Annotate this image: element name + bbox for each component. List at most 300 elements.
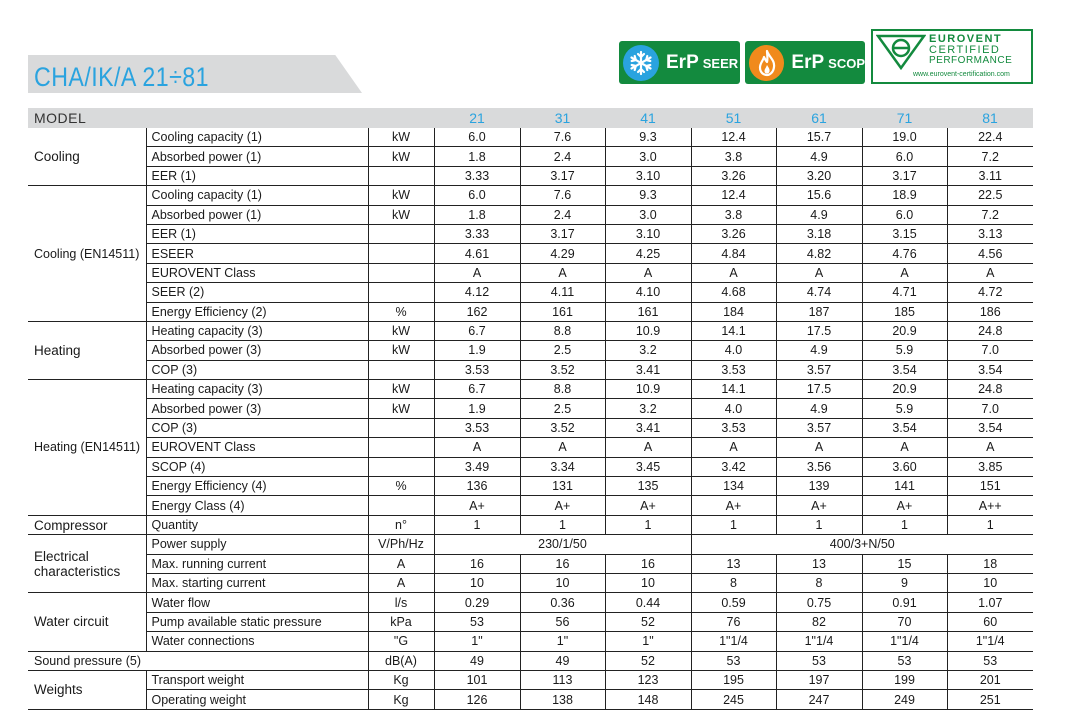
- value-cell: 10: [520, 573, 605, 592]
- eurovent-url: www.eurovent-certification.com: [913, 71, 1010, 78]
- value-cell: 3.2: [605, 399, 691, 418]
- table-row: [28, 651, 1033, 670]
- value-cell: 245: [691, 690, 776, 709]
- value-cell: A+: [434, 496, 520, 515]
- value-cell: 49: [434, 651, 520, 670]
- model-81-header: 81: [947, 108, 1033, 128]
- value-cell: 123: [605, 670, 691, 689]
- value-cell: 1: [605, 515, 691, 534]
- value-cell: 13: [691, 554, 776, 573]
- erp-seer-sub: SEER: [702, 55, 739, 71]
- value-cell: 15.6: [776, 186, 862, 205]
- parameter-label: Water flow: [146, 593, 368, 612]
- value-cell: 3.53: [691, 360, 776, 379]
- value-cell: 3.11: [947, 166, 1033, 185]
- value-cell: 82: [776, 612, 862, 631]
- value-cell: 113: [520, 670, 605, 689]
- value-cell: 2.4: [520, 205, 605, 224]
- value-cell: 10: [434, 573, 520, 592]
- value-cell: 4.71: [862, 283, 947, 302]
- value-cell: 3.52: [520, 418, 605, 437]
- table-row: [28, 670, 1033, 689]
- parameter-label: ESEER: [146, 244, 368, 263]
- unit-label: kW: [368, 399, 434, 418]
- value-cell: 400/3+N/50: [691, 535, 1033, 554]
- unit-label: %: [368, 302, 434, 321]
- value-cell: 135: [605, 477, 691, 496]
- value-cell: 3.17: [862, 166, 947, 185]
- value-cell: 3.54: [862, 418, 947, 437]
- value-cell: 161: [605, 302, 691, 321]
- eurovent-line1: EUROVENT: [929, 33, 1003, 45]
- value-cell: 3.53: [434, 418, 520, 437]
- value-cell: 4.9: [776, 341, 862, 360]
- value-cell: 10: [605, 573, 691, 592]
- value-cell: 0.59: [691, 593, 776, 612]
- table-row: [28, 612, 1033, 631]
- value-cell: 52: [605, 651, 691, 670]
- unit-label: V/Ph/Hz: [368, 535, 434, 554]
- value-cell: 2.5: [520, 399, 605, 418]
- value-cell: 15.7: [776, 128, 862, 147]
- parameter-label: Energy Class (4): [146, 496, 368, 515]
- value-cell: 17.5: [776, 321, 862, 340]
- value-cell: 4.25: [605, 244, 691, 263]
- value-cell: 6.7: [434, 380, 520, 399]
- value-cell: 8: [776, 573, 862, 592]
- value-cell: 7.0: [947, 341, 1033, 360]
- table-row: [28, 418, 1033, 437]
- model-51-header: 51: [691, 108, 776, 128]
- group-label: Cooling: [28, 128, 146, 186]
- value-cell: 161: [520, 302, 605, 321]
- value-cell: 1: [776, 515, 862, 534]
- value-cell: 16: [434, 554, 520, 573]
- parameter-label: Water connections: [146, 632, 368, 651]
- parameter-label: COP (3): [146, 360, 368, 379]
- parameter-label: Max. starting current: [146, 573, 368, 592]
- unit-label: kW: [368, 147, 434, 166]
- unit-label: kW: [368, 321, 434, 340]
- value-cell: 3.49: [434, 457, 520, 476]
- value-cell: 3.33: [434, 224, 520, 243]
- value-cell: 162: [434, 302, 520, 321]
- group-label: Water circuit: [28, 593, 146, 651]
- table-row: [28, 302, 1033, 321]
- value-cell: 249: [862, 690, 947, 709]
- group-label: Cooling (EN14511): [28, 186, 146, 322]
- parameter-label: EUROVENT Class: [146, 263, 368, 282]
- value-cell: 4.0: [691, 341, 776, 360]
- value-cell: 1.9: [434, 399, 520, 418]
- table-row: [28, 263, 1033, 282]
- parameter-label: Power supply: [146, 535, 368, 554]
- value-cell: A+: [605, 496, 691, 515]
- value-cell: A: [605, 263, 691, 282]
- value-cell: 9.3: [605, 186, 691, 205]
- value-cell: 19.0: [862, 128, 947, 147]
- table-row: [28, 690, 1033, 709]
- erp-seer-label: ErP: [666, 51, 699, 73]
- value-cell: 24.8: [947, 321, 1033, 340]
- value-cell: 3.10: [605, 166, 691, 185]
- value-cell: 6.0: [434, 186, 520, 205]
- value-cell: 3.45: [605, 457, 691, 476]
- value-cell: 3.34: [520, 457, 605, 476]
- eurovent-certified-badge: [871, 29, 1033, 84]
- value-cell: A: [434, 438, 520, 457]
- parameter-label: Absorbed power (3): [146, 399, 368, 418]
- value-cell: 4.29: [520, 244, 605, 263]
- value-cell: 4.82: [776, 244, 862, 263]
- value-cell: 12.4: [691, 128, 776, 147]
- value-cell: 9.3: [605, 128, 691, 147]
- value-cell: A: [776, 263, 862, 282]
- erp-seer-badge: [619, 41, 740, 84]
- value-cell: 18.9: [862, 186, 947, 205]
- value-cell: 22.4: [947, 128, 1033, 147]
- value-cell: A: [862, 438, 947, 457]
- unit-label: [368, 244, 434, 263]
- value-cell: 4.10: [605, 283, 691, 302]
- value-cell: 131: [520, 477, 605, 496]
- value-cell: 4.0: [691, 399, 776, 418]
- value-cell: 8.8: [520, 321, 605, 340]
- value-cell: 1: [862, 515, 947, 534]
- value-cell: 16: [605, 554, 691, 573]
- value-cell: 0.91: [862, 593, 947, 612]
- value-cell: A: [776, 438, 862, 457]
- value-cell: 1: [520, 515, 605, 534]
- unit-label: dB(A): [368, 651, 434, 670]
- value-cell: 3.42: [691, 457, 776, 476]
- value-cell: 12.4: [691, 186, 776, 205]
- value-cell: 24.8: [947, 380, 1033, 399]
- value-cell: 4.11: [520, 283, 605, 302]
- table-row: [28, 205, 1033, 224]
- value-cell: 15: [862, 554, 947, 573]
- table-row: [28, 166, 1033, 185]
- value-cell: A: [947, 263, 1033, 282]
- value-cell: 1.8: [434, 147, 520, 166]
- value-cell: 138: [520, 690, 605, 709]
- value-cell: A+: [862, 496, 947, 515]
- value-cell: A: [947, 438, 1033, 457]
- table-row: [28, 632, 1033, 651]
- page-title: CHA/IK/A 21÷81: [34, 62, 209, 92]
- value-cell: 4.9: [776, 205, 862, 224]
- snowflake-icon: [623, 45, 659, 81]
- unit-label: kW: [368, 186, 434, 205]
- group-label-line: Electrical: [34, 548, 89, 564]
- unit-label: kW: [368, 205, 434, 224]
- value-cell: 1: [947, 515, 1033, 534]
- table-row: [28, 360, 1033, 379]
- value-cell: 10: [947, 573, 1033, 592]
- parameter-label: Energy Efficiency (4): [146, 477, 368, 496]
- value-cell: 3.10: [605, 224, 691, 243]
- value-cell: 151: [947, 477, 1033, 496]
- unit-label: [368, 166, 434, 185]
- value-cell: 136: [434, 477, 520, 496]
- value-cell: 0.29: [434, 593, 520, 612]
- value-cell: 201: [947, 670, 1033, 689]
- value-cell: 4.61: [434, 244, 520, 263]
- value-cell: 3.57: [776, 360, 862, 379]
- value-cell: 1.8: [434, 205, 520, 224]
- value-cell: 3.2: [605, 341, 691, 360]
- value-cell: 7.6: [520, 186, 605, 205]
- value-cell: 5.9: [862, 399, 947, 418]
- erp-scop-sub: SCOP: [828, 55, 865, 71]
- group-label-line: characteristics: [34, 563, 121, 579]
- value-cell: 6.0: [434, 128, 520, 147]
- value-cell: 4.56: [947, 244, 1033, 263]
- table-row: [28, 321, 1033, 340]
- value-cell: 3.26: [691, 224, 776, 243]
- value-cell: 3.20: [776, 166, 862, 185]
- value-cell: 53: [434, 612, 520, 631]
- value-cell: 186: [947, 302, 1033, 321]
- group-label: Weights: [28, 670, 146, 709]
- value-cell: 1": [434, 632, 520, 651]
- value-cell: A+: [520, 496, 605, 515]
- table-row: [28, 477, 1033, 496]
- value-cell: 20.9: [862, 380, 947, 399]
- parameter-label: Cooling capacity (1): [146, 186, 368, 205]
- parameter-label: Absorbed power (1): [146, 205, 368, 224]
- value-cell: 3.53: [691, 418, 776, 437]
- value-cell: 3.0: [605, 205, 691, 224]
- value-cell: A: [520, 438, 605, 457]
- parameter-label: COP (3): [146, 418, 368, 437]
- unit-label: kW: [368, 341, 434, 360]
- value-cell: 1": [605, 632, 691, 651]
- value-cell: 3.56: [776, 457, 862, 476]
- value-cell: 3.8: [691, 205, 776, 224]
- value-cell: 185: [862, 302, 947, 321]
- parameter-label: Pump available static pressure: [146, 612, 368, 631]
- value-cell: A: [862, 263, 947, 282]
- value-cell: 3.26: [691, 166, 776, 185]
- parameter-label: Heating capacity (3): [146, 380, 368, 399]
- value-cell: 3.17: [520, 166, 605, 185]
- unit-label: %: [368, 477, 434, 496]
- value-cell: 53: [691, 651, 776, 670]
- value-cell: 3.54: [947, 360, 1033, 379]
- specification-body: [28, 128, 1033, 709]
- flame-icon: [749, 45, 784, 81]
- value-cell: 6.0: [862, 205, 947, 224]
- value-cell: 1"1/4: [691, 632, 776, 651]
- value-cell: 195: [691, 670, 776, 689]
- table-row: [28, 380, 1033, 399]
- value-cell: 4.76: [862, 244, 947, 263]
- group-label: Sound pressure (5): [28, 651, 368, 670]
- model-71-header: 71: [862, 108, 947, 128]
- value-cell: 6.0: [862, 147, 947, 166]
- parameter-label: Max. running current: [146, 554, 368, 573]
- model-61-header: 61: [776, 108, 862, 128]
- group-label: Heating: [28, 321, 146, 379]
- parameter-label: EUROVENT Class: [146, 438, 368, 457]
- table-row: [28, 341, 1033, 360]
- parameter-label: EER (1): [146, 166, 368, 185]
- value-cell: 7.6: [520, 128, 605, 147]
- table-row: [28, 573, 1033, 592]
- unit-label: n°: [368, 515, 434, 534]
- value-cell: 3.52: [520, 360, 605, 379]
- model-label: MODEL: [28, 108, 434, 128]
- value-cell: 1.9: [434, 341, 520, 360]
- unit-label: [368, 418, 434, 437]
- table-row: [28, 147, 1033, 166]
- value-cell: 0.44: [605, 593, 691, 612]
- model-21-header: 21: [434, 108, 520, 128]
- value-cell: 70: [862, 612, 947, 631]
- value-cell: 56: [520, 612, 605, 631]
- parameter-label: SEER (2): [146, 283, 368, 302]
- value-cell: 1"1/4: [947, 632, 1033, 651]
- unit-label: [368, 263, 434, 282]
- model-41-header: 41: [605, 108, 691, 128]
- erp-scop-badge: [745, 41, 865, 84]
- unit-label: kW: [368, 128, 434, 147]
- value-cell: 10.9: [605, 321, 691, 340]
- value-cell: 2.5: [520, 341, 605, 360]
- value-cell: 197: [776, 670, 862, 689]
- value-cell: 3.15: [862, 224, 947, 243]
- value-cell: 8.8: [520, 380, 605, 399]
- value-cell: A: [434, 263, 520, 282]
- value-cell: 1: [434, 515, 520, 534]
- unit-label: "G: [368, 632, 434, 651]
- unit-label: [368, 496, 434, 515]
- model-31-header: 31: [520, 108, 605, 128]
- value-cell: A: [691, 438, 776, 457]
- value-cell: A: [691, 263, 776, 282]
- unit-label: [368, 360, 434, 379]
- value-cell: 251: [947, 690, 1033, 709]
- parameter-label: Operating weight: [146, 690, 368, 709]
- value-cell: 4.74: [776, 283, 862, 302]
- group-label: Heating (EN14511): [28, 380, 146, 516]
- value-cell: 3.41: [605, 360, 691, 379]
- value-cell: 7.2: [947, 205, 1033, 224]
- value-cell: 10.9: [605, 380, 691, 399]
- table-row: [28, 593, 1033, 612]
- value-cell: 247: [776, 690, 862, 709]
- value-cell: 4.84: [691, 244, 776, 263]
- parameter-label: Absorbed power (3): [146, 341, 368, 360]
- value-cell: 134: [691, 477, 776, 496]
- value-cell: 17.5: [776, 380, 862, 399]
- unit-label: [368, 438, 434, 457]
- value-cell: A+: [776, 496, 862, 515]
- value-cell: 7.2: [947, 147, 1033, 166]
- value-cell: 3.18: [776, 224, 862, 243]
- table-row: [28, 554, 1033, 573]
- table-row: [28, 283, 1033, 302]
- table-row: [28, 496, 1033, 515]
- value-cell: 16: [520, 554, 605, 573]
- value-cell: 230/1/50: [434, 535, 691, 554]
- value-cell: 14.1: [691, 380, 776, 399]
- table-row: [28, 515, 1033, 534]
- value-cell: 1": [520, 632, 605, 651]
- value-cell: 126: [434, 690, 520, 709]
- value-cell: A: [520, 263, 605, 282]
- model-header-row: [28, 108, 1033, 128]
- parameter-label: EER (1): [146, 224, 368, 243]
- value-cell: 5.9: [862, 341, 947, 360]
- value-cell: 0.36: [520, 593, 605, 612]
- value-cell: 9: [862, 573, 947, 592]
- value-cell: 4.9: [776, 147, 862, 166]
- value-cell: 6.7: [434, 321, 520, 340]
- value-cell: 20.9: [862, 321, 947, 340]
- value-cell: 53: [947, 651, 1033, 670]
- value-cell: 1.07: [947, 593, 1033, 612]
- value-cell: A+: [691, 496, 776, 515]
- value-cell: 3.41: [605, 418, 691, 437]
- value-cell: A++: [947, 496, 1033, 515]
- value-cell: 1: [691, 515, 776, 534]
- value-cell: 187: [776, 302, 862, 321]
- value-cell: 18: [947, 554, 1033, 573]
- parameter-label: Quantity: [146, 515, 368, 534]
- value-cell: 101: [434, 670, 520, 689]
- value-cell: 3.85: [947, 457, 1033, 476]
- table-row: [28, 186, 1033, 205]
- value-cell: 3.0: [605, 147, 691, 166]
- erp-scop-label: ErP: [791, 51, 825, 73]
- parameter-label: Transport weight: [146, 670, 368, 689]
- value-cell: 60: [947, 612, 1033, 631]
- value-cell: 3.54: [947, 418, 1033, 437]
- unit-label: A: [368, 554, 434, 573]
- unit-label: A: [368, 573, 434, 592]
- group-label: Compressor: [28, 515, 146, 534]
- unit-label: kW: [368, 380, 434, 399]
- parameter-label: Heating capacity (3): [146, 321, 368, 340]
- value-cell: 1"1/4: [862, 632, 947, 651]
- value-cell: 53: [862, 651, 947, 670]
- value-cell: 4.72: [947, 283, 1033, 302]
- parameter-label: Energy Efficiency (2): [146, 302, 368, 321]
- value-cell: 3.33: [434, 166, 520, 185]
- table-row: [28, 457, 1033, 476]
- value-cell: 22.5: [947, 186, 1033, 205]
- value-cell: 14.1: [691, 321, 776, 340]
- value-cell: 8: [691, 573, 776, 592]
- value-cell: 4.9: [776, 399, 862, 418]
- table-row: [28, 535, 1033, 554]
- eurovent-line3: PERFORMANCE: [929, 55, 1013, 66]
- value-cell: 3.8: [691, 147, 776, 166]
- value-cell: 148: [605, 690, 691, 709]
- value-cell: 3.57: [776, 418, 862, 437]
- table-row: [28, 244, 1033, 263]
- value-cell: 139: [776, 477, 862, 496]
- table-row: [28, 438, 1033, 457]
- value-cell: 52: [605, 612, 691, 631]
- value-cell: 7.0: [947, 399, 1033, 418]
- table-row: [28, 128, 1033, 147]
- value-cell: 2.4: [520, 147, 605, 166]
- unit-label: [368, 283, 434, 302]
- value-cell: 141: [862, 477, 947, 496]
